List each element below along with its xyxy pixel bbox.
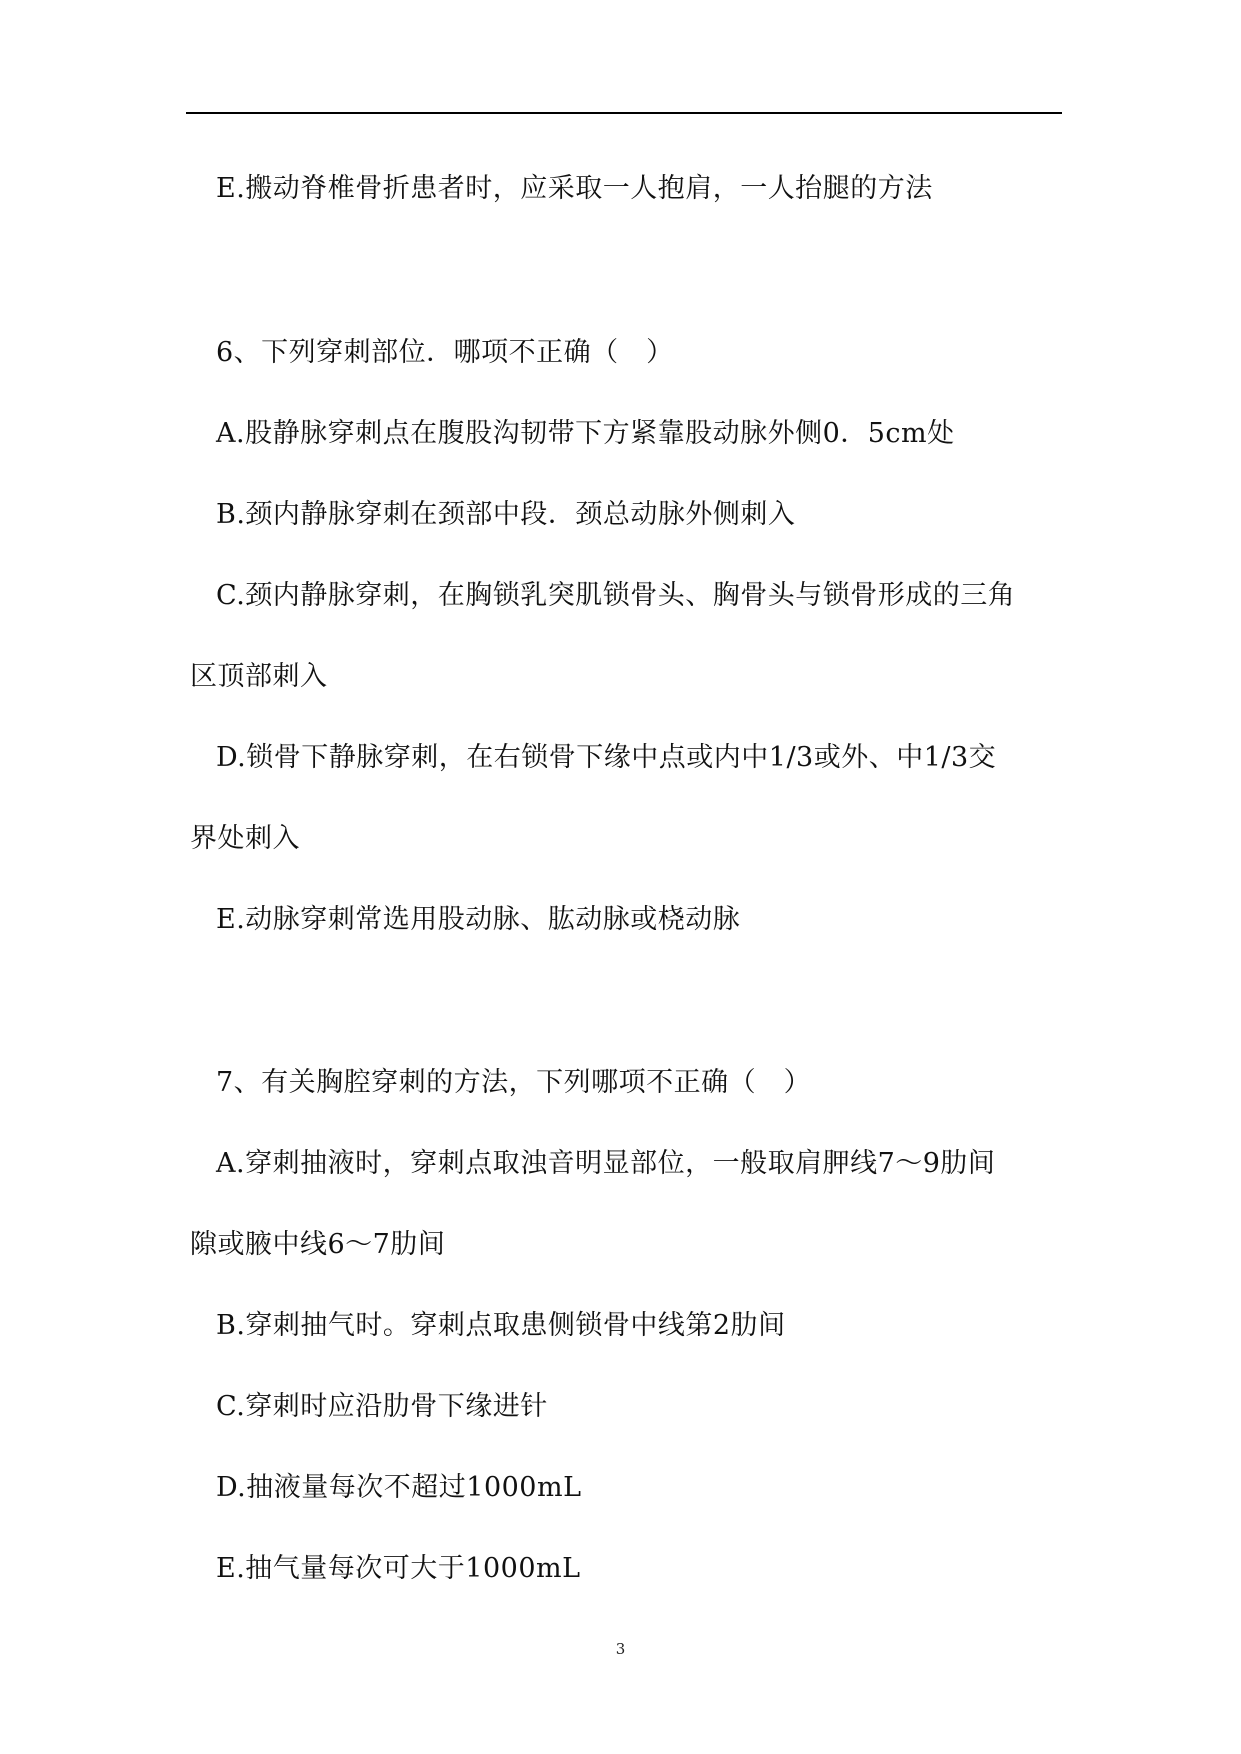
- q7-option-e: E.抽气量每次可大于1000mL: [216, 1553, 581, 1584]
- q7-option-a-line1: A.穿刺抽液时，穿刺点取浊音明显部位，一般取肩胛线7～9肋间: [216, 1148, 996, 1179]
- q6-option-d-line2: 界处刺入: [190, 823, 300, 854]
- page-number: 3: [615, 1640, 626, 1658]
- q7-option-d: D.抽液量每次不超过1000mL: [216, 1472, 582, 1503]
- q5-option-e: E.搬动脊椎骨折患者时，应采取一人抱肩，一人抬腿的方法: [216, 173, 933, 204]
- q7-option-c: C.穿刺时应沿肋骨下缘进针: [216, 1391, 548, 1422]
- header-rule: [186, 112, 1062, 114]
- q6-option-b: B.颈内静脉穿刺在颈部中段．颈总动脉外侧刺入: [216, 499, 796, 530]
- q7-option-a-line2: 隙或腋中线6～7肋间: [190, 1229, 446, 1260]
- q6-option-a: A.股静脉穿刺点在腹股沟韧带下方紧靠股动脉外侧0．5cm处: [216, 418, 955, 449]
- q6-stem: 6、下列穿刺部位．哪项不正确（ ）: [216, 337, 674, 368]
- q7-option-b: B.穿刺抽气时。穿刺点取患侧锁骨中线第2肋间: [216, 1310, 786, 1341]
- q7-stem: 7、有关胸腔穿刺的方法，下列哪项不正确（ ）: [216, 1067, 812, 1098]
- q6-option-c-line1: C.颈内静脉穿刺，在胸锁乳突肌锁骨头、胸骨头与锁骨形成的三角: [216, 580, 1016, 611]
- q6-option-c-line2: 区顶部刺入: [190, 661, 328, 692]
- q6-option-d-line1: D.锁骨下静脉穿刺，在右锁骨下缘中点或内中1/3或外、中1/3交: [216, 742, 997, 773]
- q6-option-e: E.动脉穿刺常选用股动脉、肱动脉或桡动脉: [216, 904, 741, 935]
